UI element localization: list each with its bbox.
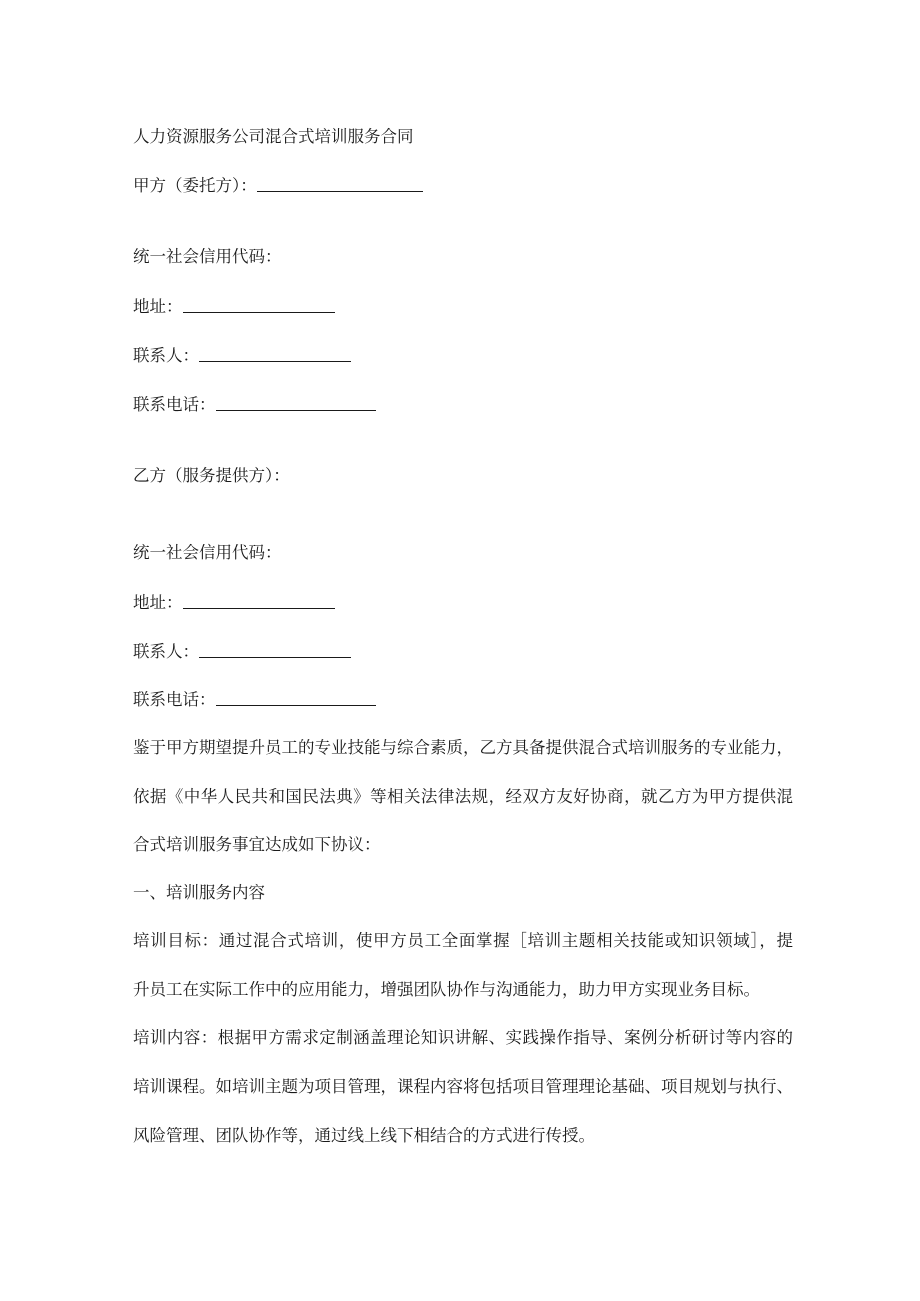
party-a-phone-row <box>133 394 376 415</box>
party-a-phone-label: 联系电话： <box>133 395 216 414</box>
party-a-address-row <box>133 296 335 317</box>
training-content-line: 风险管理、团队协作等，通过线上线下相结合的方式进行传授。 <box>133 1126 595 1145</box>
party-a-name-blank[interactable] <box>257 175 423 192</box>
party-b-address-row <box>133 592 335 613</box>
party-b-contact-row <box>133 641 351 662</box>
party-a-label: 甲方（委托方）： <box>133 176 257 195</box>
preamble-line: 合式培训服务事宜达成如下协议： <box>133 835 381 854</box>
party-a-contact-label: 联系人： <box>133 346 199 365</box>
party-a-contact-row <box>133 345 351 366</box>
party-a-address-blank[interactable] <box>183 296 335 313</box>
training-content-line: 培训课程。如培训主题为项目管理，课程内容将包括项目管理理论基础、项目规划与执行、 <box>133 1077 793 1096</box>
party-a-row <box>133 175 423 196</box>
party-b-address-blank[interactable] <box>183 592 335 609</box>
party-b-contact-label: 联系人： <box>133 642 199 661</box>
party-a-phone-blank[interactable] <box>216 394 376 411</box>
section-1-heading: 一、培训服务内容 <box>133 883 265 902</box>
party-b-phone-row <box>133 689 376 710</box>
preamble-line: 鉴于甲方期望提升员工的专业技能与综合素质，乙方具备提供混合式培训服务的专业能力， <box>133 738 793 757</box>
party-b-phone-blank[interactable] <box>216 689 376 706</box>
party-a-address-label: 地址： <box>133 297 183 316</box>
training-goal-line: 培训目标：通过混合式培训，使甲方员工全面掌握［培训主题相关技能或知识领域］，提 <box>133 931 793 950</box>
party-a-credit-code-label: 统一社会信用代码： <box>133 247 282 266</box>
party-b-credit-code-label: 统一社会信用代码： <box>133 543 282 562</box>
training-content-line: 培训内容：根据甲方需求定制涵盖理论知识讲解、实践操作指导、案例分析研讨等内容的 <box>133 1028 793 1047</box>
party-a-contact-blank[interactable] <box>199 345 351 362</box>
party-b-contact-blank[interactable] <box>199 641 351 658</box>
document-title: 人力资源服务公司混合式培训服务合同 <box>133 127 414 146</box>
party-b-label: 乙方（服务提供方）： <box>133 466 290 485</box>
party-b-address-label: 地址： <box>133 593 183 612</box>
training-goal-line: 升员工在实际工作中的应用能力，增强团队协作与沟通能力，助力甲方实现业务目标。 <box>133 980 760 999</box>
party-b-phone-label: 联系电话： <box>133 690 216 709</box>
preamble-line: 依据《中华人民共和国民法典》等相关法律法规，经双方友好协商，就乙方为甲方提供混 <box>133 787 793 806</box>
